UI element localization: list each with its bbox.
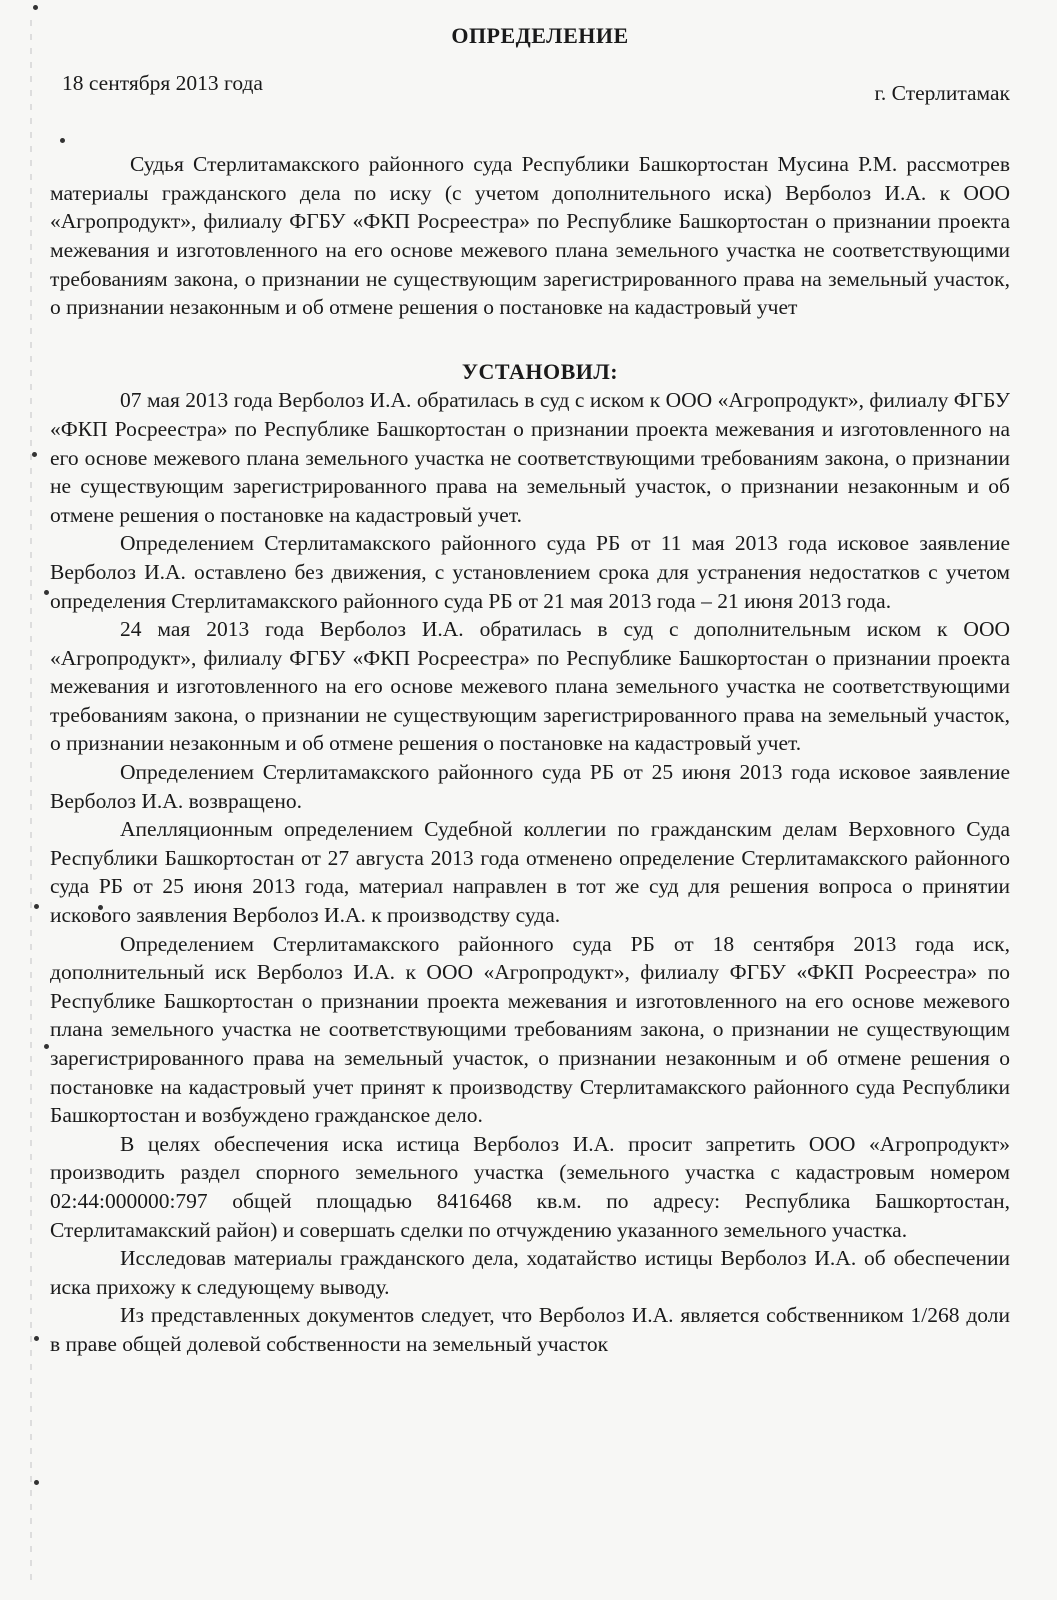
body-paragraph: Определением Стерлитамакского районного суда РБ от 25 июня 2013 года исковое заявление Верболоз И.А. возвращено. [50,760,1010,813]
date-place-row [50,69,1010,108]
document-date: 18 сентября 2013 года [62,70,263,95]
scan-speck [32,452,37,457]
scan-speck [34,904,39,909]
scan-speck [34,1480,39,1485]
body-paragraph: В целях обеспечения иска истица Верболоз И.А. просит запретить ООО «Агропродукт» производить раздел спорного земельного участка (земельного участка с кадастровым номером 02:44:000000:797 общей площадью 8416468 кв.м. по адресу: Республика Башкортостан, Стерлитамакский район) и совершать сделки по отчуждению указанного земельного участка. [50,1131,1010,1242]
document-city: г. Стерлитамак [874,80,1010,105]
body-paragraph: Апелляционным определением Судебной коллегии по гражданским делам Верховного Суда Республики Башкортостан от 27 августа 2013 года отменено определение Стерлитамакского районного суда РБ от 25 июня 2013 года, материал направлен в тот же суд для решения вопроса о принятии искового заявления Верболоз И.А. к производству суда. [50,817,1010,928]
body-paragraph: 24 мая 2013 года Верболоз И.А. обратилась в суд с дополнительным иском к ООО «Агропродукт», филиалу ФГБУ «ФКП Росреестра» по Республике Башкортостан о признании проекта межевания и изготовленного на его основе межевого плана земельного участка не соответствующими требованиям закона, о признании не существующим зарегистрированного права на земельный участок, о признании незаконным и об отмене решения о постановке на кадастровый учет. [50,617,1010,756]
intro-paragraph: Судья Стерлитамакского районного суда Республики Башкортостан Мусина Р.М. рассмотрев материалы гражданского дела по иску (с учетом дополнительного иска) Верболоз И.А. к ООО «Агропродукт», филиалу ФГБУ «ФКП Росреестра» по Республике Башкортостан о признании проекта межевания и изготовленного на его основе межевого плана земельного участка не соответствующими требованиям закона, о признании не существующим зарегистрированного права на земельный участок, о признании незаконным и об отмене решения о постановке на кадастровый учет [50,152,1010,320]
body-paragraph: Исследовав материалы гражданского дела, ходатайство истицы Верболоз И.А. об обеспечении иска прихожу к следующему выводу. [50,1246,1010,1299]
body-paragraph: Из представленных документов следует, что Верболоз И.А. является собственником 1/268 доли в праве общей долевой собственности на земельный участок [50,1303,1010,1356]
body-paragraph: Определением Стерлитамакского районного суда РБ от 11 мая 2013 года исковое заявление Верболоз И.А. оставлено без движения, с установлением срока для устранения недостатков с учетом определения Стерлитамакского районного суда РБ от 21 мая 2013 года – 21 июня 2013 года. [50,531,1010,613]
scan-speck [33,5,38,10]
scan-speck [44,1044,49,1049]
document-title: ОПРЕДЕЛЕНИЕ [451,23,629,48]
scan-speck [34,1336,39,1341]
scan-edge-artifact [30,20,32,1580]
scan-speck [44,590,49,595]
section-heading: УСТАНОВИЛ: [461,358,619,384]
body-paragraph: 07 мая 2013 года Верболоз И.А. обратилась в суд с иском к ООО «Агропродукт», филиалу ФГБУ «ФКП Росреестра» по Республике Башкортостан о признании проекта межевания и изготовленного на его основе межевого плана земельного участка не соответствующими требованиям закона, о признании не существующим зарегистрированного права на земельный участок, о признании незаконным и об отмене решения о постановке на кадастровый учет. [50,388,1010,527]
document-content [50,22,1010,1359]
body-paragraph: Определением Стерлитамакского районного суда РБ от 18 сентября 2013 года иск, дополнительный иск Верболоз И.А. к ООО «Агропродукт», филиалу ФГБУ «ФКП Росреестра» по Республике Башкортостан о признании проекта межевания и изготовленного на его основе межевого плана земельного участка не соответствующими требованиям закона, о признании не существующим зарегистрированного права на земельный участок, о признании незаконным и об отмене решения о постановке на кадастровый учет принят к производству Стерлитамакского районного суда Республики Башкортостан и возбуждено гражданское дело. [50,931,1010,1128]
